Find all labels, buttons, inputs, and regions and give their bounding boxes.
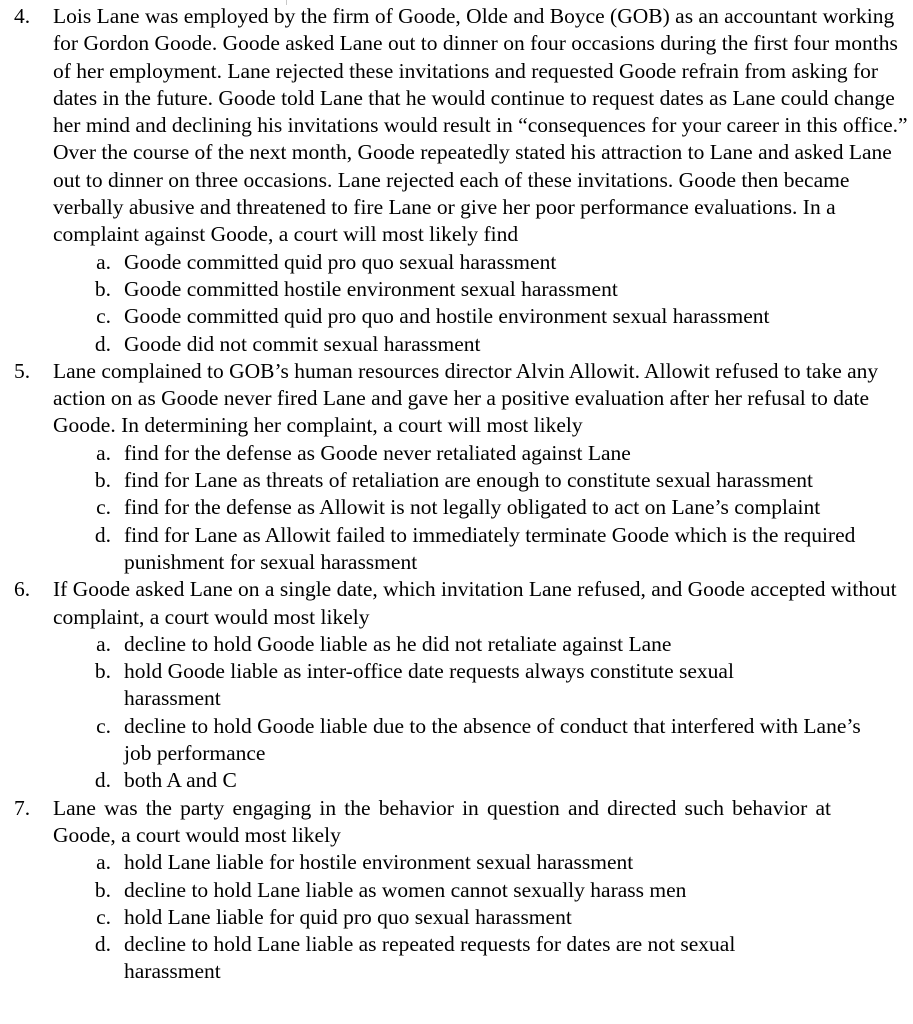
option-c[interactable] xyxy=(53,494,913,521)
question-7 xyxy=(0,795,913,986)
question-text: Lane was the party engaging in the behavior in question and directed such behavior at Goode, a court would most likely xyxy=(53,795,831,847)
option-letter: c. xyxy=(96,304,111,329)
option-text: Goode did not commit sexual harassment xyxy=(124,331,481,356)
question-list xyxy=(0,3,913,986)
answer-options xyxy=(53,440,913,576)
option-b[interactable] xyxy=(53,877,913,904)
option-letter: d. xyxy=(94,932,111,957)
option-text: hold Lane liable for quid pro quo sexual harassment xyxy=(124,904,572,929)
option-text: find for the defense as Allowit is not legally obligated to act on Lane’s complaint xyxy=(124,495,821,520)
option-letter: a. xyxy=(96,631,111,656)
option-letter: b. xyxy=(94,468,111,493)
question-text: Lois Lane was employed by the firm of Goode, Olde and Boyce (GOB) as an accountant working for Gordon Goode. Goode asked Lane out to dinner on four occasions during the first four months of her employment. Lane rejected these invitations and requested Goode refrain from asking for dates in the future. Goode told Lane that he would continue to request dates as Lane could change her mind and declining his invitations would result in “consequences for your career in this office.” Over the course of the next month, Goode repeatedly stated his attraction to Lane and asked Lane out to dinner on three occasions. Lane rejected each of these invitations. Goode then became verbally abusive and threatened to fire Lane or give her poor performance evaluations. In a complaint against Goode, a court will most likely find xyxy=(53,4,908,247)
option-d[interactable] xyxy=(53,522,913,577)
option-letter: a. xyxy=(96,249,111,274)
option-text: Goode committed hostile environment sexual harassment xyxy=(124,276,618,301)
question-text: Lane complained to GOB’s human resources director Alvin Allowit. Allowit refused to take any action on as Goode never fired Lane and gave her a positive evaluation after her refusal to date Goode. In determining her complaint, a court will most likely xyxy=(53,358,879,438)
option-text: hold Goode liable as inter-office date requests always constitute sexual harassment xyxy=(124,659,734,711)
option-letter: d. xyxy=(94,331,111,356)
option-d[interactable] xyxy=(53,931,913,986)
question-number: 7. xyxy=(14,795,31,820)
option-letter: c. xyxy=(96,713,111,738)
answer-options xyxy=(53,849,913,985)
option-c[interactable] xyxy=(53,713,913,768)
question-5 xyxy=(0,358,913,576)
question-4 xyxy=(0,3,913,358)
option-d[interactable] xyxy=(53,331,913,358)
option-letter: a. xyxy=(96,850,111,875)
option-a[interactable] xyxy=(53,849,913,876)
option-text: both A and C xyxy=(124,768,237,793)
option-text: find for Lane as threats of retaliation are enough to constitute sexual harassment xyxy=(124,468,813,493)
option-text: decline to hold Lane liable as repeated requests for dates are not sexual harassment xyxy=(124,932,736,984)
option-c[interactable] xyxy=(53,904,913,931)
option-text: Goode committed quid pro quo and hostile environment sexual harassment xyxy=(124,304,770,329)
option-d[interactable] xyxy=(53,767,913,794)
option-letter: a. xyxy=(96,440,111,465)
option-b[interactable] xyxy=(53,467,913,494)
option-letter: b. xyxy=(94,276,111,301)
option-b[interactable] xyxy=(53,276,913,303)
option-text: decline to hold Goode liable as he did not retaliate against Lane xyxy=(124,631,672,656)
question-text: If Goode asked Lane on a single date, which invitation Lane refused, and Goode accepted without complaint, a court would most likely xyxy=(53,577,897,629)
question-6 xyxy=(0,576,913,794)
option-a[interactable] xyxy=(53,440,913,467)
question-number: 5. xyxy=(14,358,31,383)
option-letter: c. xyxy=(96,904,111,929)
answer-options xyxy=(53,631,913,795)
option-a[interactable] xyxy=(53,631,913,658)
answer-options xyxy=(53,249,913,358)
option-text: decline to hold Lane liable as women cannot sexually harass men xyxy=(124,877,687,902)
question-number: 4. xyxy=(14,4,31,28)
option-text: decline to hold Goode liable due to the absence of conduct that interfered with Lane’s job performance xyxy=(124,713,861,766)
option-letter: c. xyxy=(96,495,111,520)
option-letter: b. xyxy=(94,659,111,684)
option-text: find for Lane as Allowit failed to immediately terminate Goode which is the required punishment for sexual harassment xyxy=(124,522,856,574)
option-b[interactable] xyxy=(53,658,913,713)
question-number: 6. xyxy=(14,577,31,602)
option-letter: d. xyxy=(94,768,111,793)
option-text: Goode committed quid pro quo sexual harassment xyxy=(124,249,557,274)
option-text: find for the defense as Goode never retaliated against Lane xyxy=(124,440,631,465)
option-a[interactable] xyxy=(53,249,913,276)
option-letter: b. xyxy=(94,877,111,902)
option-letter: d. xyxy=(94,522,111,547)
option-c[interactable] xyxy=(53,303,913,330)
option-text: hold Lane liable for hostile environment sexual harassment xyxy=(124,850,634,875)
